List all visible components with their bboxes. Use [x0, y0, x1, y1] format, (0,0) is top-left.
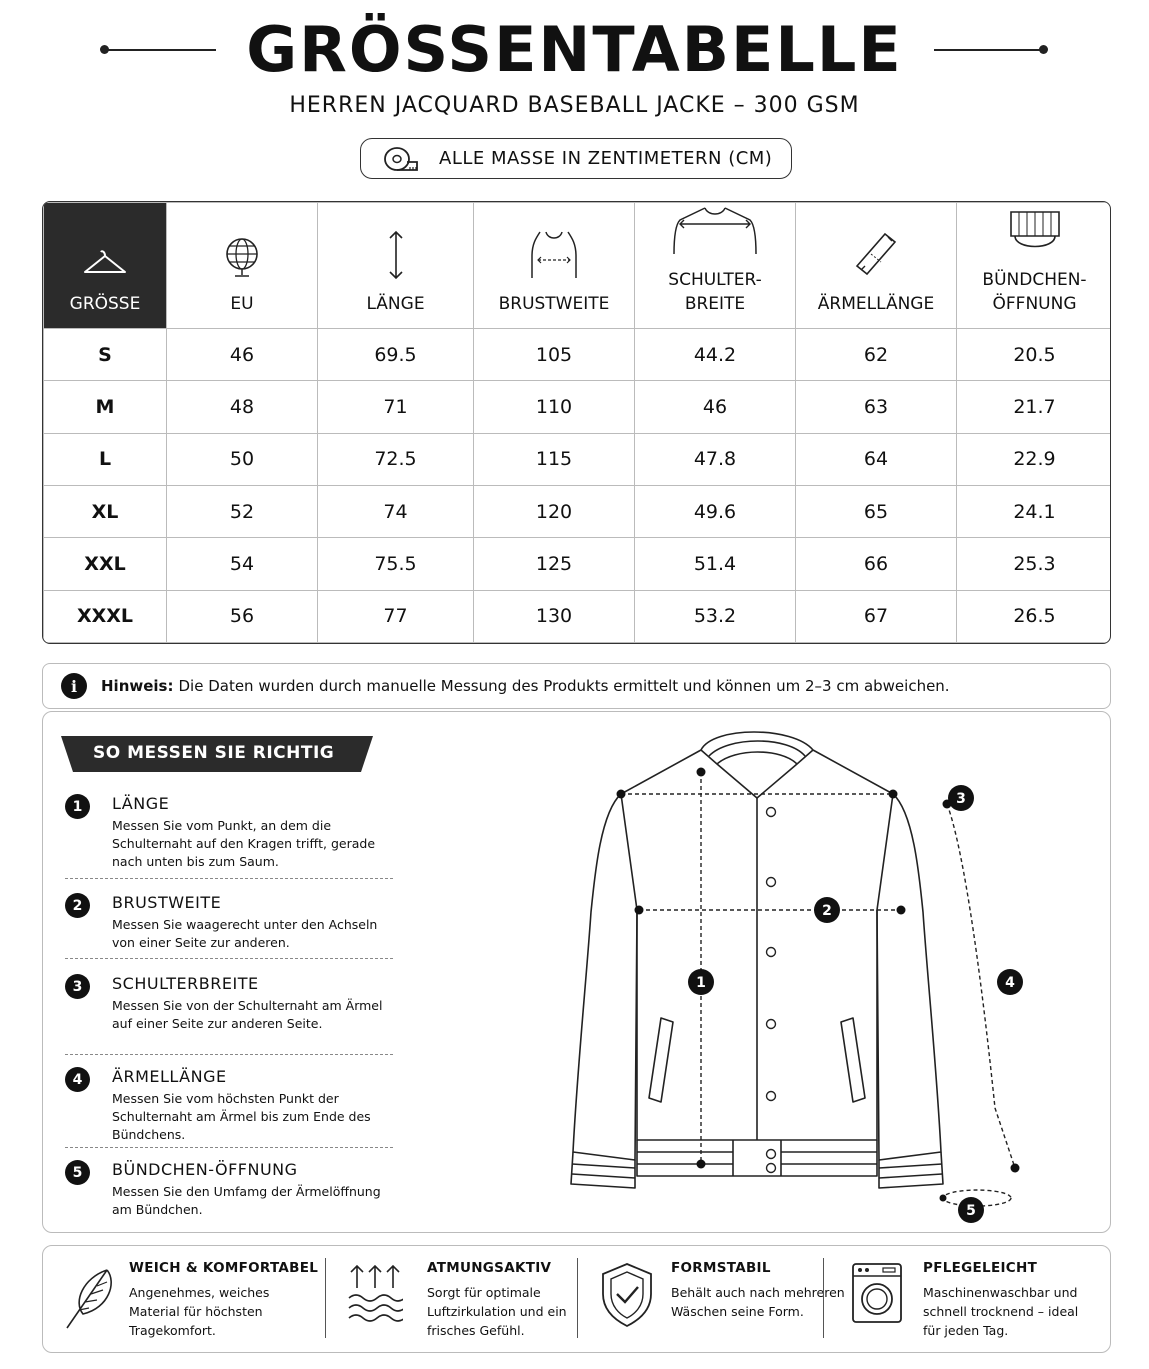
units-badge [360, 138, 792, 179]
hanger-icon [81, 244, 129, 280]
cell-sleeve: 65 [796, 485, 957, 537]
globe-icon [222, 236, 262, 280]
cell-size: S [44, 329, 167, 381]
diagram-marker-3 [948, 785, 974, 811]
cell-length: 71 [318, 381, 474, 433]
cell-shoulder: 51.4 [635, 538, 796, 590]
size-table [42, 201, 1111, 644]
cell-shoulder: 47.8 [635, 433, 796, 485]
cell-eu: 48 [167, 381, 318, 433]
diagram-marker-1 [688, 969, 714, 995]
cell-eu: 56 [167, 590, 318, 642]
feature-shape-stable: FORMSTABIL Behält auch nach mehreren Wäschen seine Form. [577, 1246, 823, 1354]
feature-soft: WEICH & KOMFORTABEL Angenehmes, weiches Material für höchsten Tragekomfort. [43, 1246, 325, 1354]
divider [65, 958, 393, 959]
cell-sleeve: 64 [796, 433, 957, 485]
cell-length: 77 [318, 590, 474, 642]
cell-chest: 130 [474, 590, 635, 642]
column-header-length: LÄNGE [318, 203, 474, 329]
washing-machine-icon [851, 1262, 903, 1324]
cell-shoulder: 46 [635, 381, 796, 433]
cell-eu: 50 [167, 433, 318, 485]
table-row [44, 329, 1112, 381]
cell-size: XXL [44, 538, 167, 590]
table-row [44, 485, 1112, 537]
cell-shoulder: 53.2 [635, 590, 796, 642]
title-rule-right [934, 49, 1044, 51]
cell-sleeve: 62 [796, 329, 957, 381]
cuff-icon [1007, 208, 1063, 256]
cell-chest: 110 [474, 381, 635, 433]
title-rule-dot-right [1039, 45, 1048, 54]
cell-size: L [44, 433, 167, 485]
svg-text:5: 5 [966, 1203, 976, 1219]
feature-easy-care: PFLEGELEICHT Maschinenwaschbar und schnell trocknend – ideal für jeden Tag. [823, 1246, 1109, 1354]
cell-eu: 54 [167, 538, 318, 590]
svg-text:3: 3 [956, 791, 966, 807]
cell-sleeve: 66 [796, 538, 957, 590]
divider [65, 878, 393, 879]
vertical-arrow-icon [386, 230, 406, 280]
cell-length: 75.5 [318, 538, 474, 590]
cell-eu: 52 [167, 485, 318, 537]
note-label: Hinweis: [101, 677, 174, 695]
cell-cuff: 25.3 [957, 538, 1112, 590]
svg-text:4: 4 [1005, 975, 1015, 991]
cell-size: M [44, 381, 167, 433]
cell-cuff: 24.1 [957, 485, 1112, 537]
diagram-marker-5 [958, 1197, 984, 1223]
page-subtitle: HERREN JACQUARD BASEBALL JACKE – 300 GSM [289, 93, 860, 118]
diagram-marker-2 [814, 897, 840, 923]
column-header-eu: EU [167, 203, 318, 329]
title-row [0, 10, 1149, 90]
table-row [44, 381, 1112, 433]
cell-chest: 105 [474, 329, 635, 381]
table-row [44, 590, 1112, 642]
chest-icon [526, 230, 582, 280]
cell-size: XXXL [44, 590, 167, 642]
cell-size: XL [44, 485, 167, 537]
cell-sleeve: 67 [796, 590, 957, 642]
column-header-chest: BRUSTWEITE [474, 203, 635, 329]
measure-guide: SO MESSEN SIE RICHTIG 1 LÄNGE Messen Sie vom Punkt, an dem die Schulternaht auf den Kragen trifft, gerade nach unten bis zum Saum. 2 BRUSTWEITE Messen Sie waagerecht unter den Achseln von einer Seite zur anderen. 3 SCHULTERBREITE Messen Sie von der Schulternaht am Ärmel auf einer Seite zur anderen Seite. 4 ÄRMELLÄNGE Messen Sie vom höchsten Punkt der Schulternaht am Ärmel bis zum Ende des Bündchens. 5 BÜNDCHEN-ÖFFNUNG Messen Sie den Umfamg der Ärmelöffnung am Bündchen. 1 2 3 4 5 [42, 711, 1111, 1233]
table-header-row [44, 203, 1112, 329]
cell-cuff: 20.5 [957, 329, 1112, 381]
svg-text:1: 1 [696, 975, 706, 991]
page-title: GRÖSSENTABELLE [246, 13, 903, 86]
shoulder-icon [670, 206, 760, 256]
cell-shoulder: 44.2 [635, 329, 796, 381]
jacket-diagram [513, 712, 1073, 1232]
info-icon: i [61, 673, 87, 699]
diagram-marker-4 [997, 969, 1023, 995]
column-header-cuff: BÜNDCHEN- ÖFFNUNG [957, 203, 1112, 329]
note-text: Die Daten wurden durch manuelle Messung des Produkts ermittelt und können um 2–3 cm abweichen. [178, 677, 950, 695]
measure-guide-title: SO MESSEN SIE RICHTIG [61, 736, 373, 772]
cell-length: 74 [318, 485, 474, 537]
column-header-size: GRÖSSE [44, 203, 167, 329]
column-header-shoulder: SCHULTER- BREITE [635, 203, 796, 329]
cell-shoulder: 49.6 [635, 485, 796, 537]
cell-chest: 125 [474, 538, 635, 590]
cell-length: 72.5 [318, 433, 474, 485]
table-row [44, 538, 1112, 590]
measuring-tape-icon [383, 145, 421, 173]
airflow-icon [347, 1262, 403, 1326]
units-text: ALLE MASSE IN ZENTIMETERN (CM) [439, 148, 773, 169]
cell-cuff: 22.9 [957, 433, 1112, 485]
feather-icon [59, 1262, 119, 1332]
sleeve-icon [851, 230, 901, 280]
cell-chest: 115 [474, 433, 635, 485]
svg-text:2: 2 [822, 903, 832, 919]
cell-chest: 120 [474, 485, 635, 537]
cell-cuff: 21.7 [957, 381, 1112, 433]
features-bar [42, 1245, 1111, 1353]
divider [65, 1054, 393, 1055]
cell-cuff: 26.5 [957, 590, 1112, 642]
shield-check-icon [599, 1262, 655, 1328]
cell-eu: 46 [167, 329, 318, 381]
cell-length: 69.5 [318, 329, 474, 381]
cell-sleeve: 63 [796, 381, 957, 433]
column-header-sleeve: ÄRMELLÄNGE [796, 203, 957, 329]
feature-breathable: ATMUNGSAKTIV Sorgt für optimale Luftzirkulation und ein frisches Gefühl. [325, 1246, 577, 1354]
table-row [44, 433, 1112, 485]
divider [65, 1147, 393, 1148]
measurement-note [42, 663, 1111, 709]
